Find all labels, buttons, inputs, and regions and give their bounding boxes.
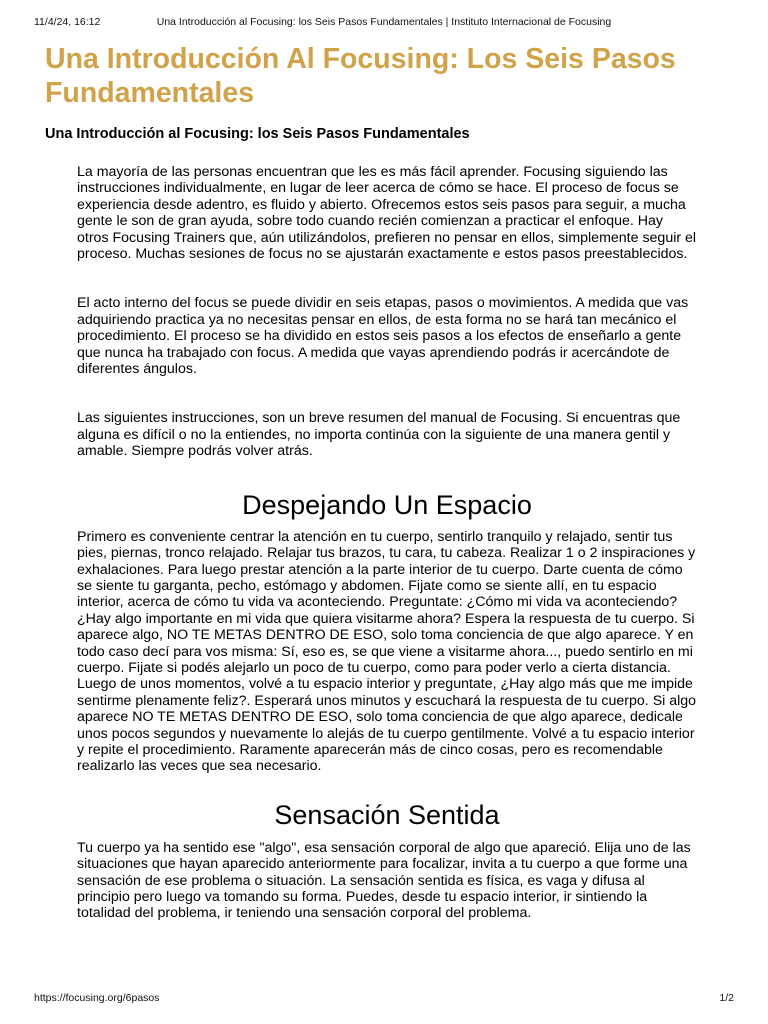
article-title: Una Introducción Al Focusing: Los Seis Pasos Fundamentales [45,43,676,109]
section-paragraph: Tu cuerpo ya ha sentido ese "algo", esa sensación corporal de algo que apareció. Elija uno de las situaciones que hayan aparecido anteriormente para focalizar, invita a tu cuerpo a que forme una sensación de ese problema o situación. La sensación sentida es física, es vaga y difusa al principio pero luego va tomando su forma. Puedes, desde tu espacio interior, ir sintiendo la totalidad del problema, ir teniendo una sensación corporal del problema. [77,839,691,922]
print-header [34,16,734,30]
print-footer [34,992,734,1006]
section-paragraph: Primero es conveniente centrar la atención en tu cuerpo, sentirlo tranquilo y relajado, sentir tus pies, piernas, tronco relajado. Relajar tus brazos, tu cara, tu cabeza. Realizar 1 o 2 inspiraciones y exhalaciones. Para luego prestar atención a la parte interior de tu cuerpo. Darte cuenta de cómo se siente tu garganta, pecho, estómago y abdomen. Fijate como se siente allí, en tu espacio interior, acerca de cómo tu vida va aconteciendo. Preguntate: ¿Cómo mi vida va aconteciendo? ¿Hay algo importante en mi vida que quiera visitarme ahora? Espera la respuesta de tu cuerpo. Si aparece algo, NO TE METAS DENTRO DE ESO, solo toma conciencia de que algo aparece. Y en todo caso decí para vos misma: Sí, eso es, se que viene a visitarme ahora..., puedo sentirlo en mi cuerpo. Fijate si podés alejarlo un poco de tu cuerpo, como para poder verlo a cierta distancia. Luego de unos momentos, volvé a tu espacio interior y preguntate, ¿Hay algo más que me impide sentirme plenamente feliz?. Esperará unos minutos y escuchará la respuesta de tu cuerpo. Si algo aparece NO TE METAS DENTRO DE ESO, solo toma conciencia de que algo aparece, dedicale unos pocos segundos y nuevamente lo alejás de tu cuerpo gentilmente. Volvé a tu espacio interior y repite el procedimiento. Raramente aparecerán más de cinco cosas, pero es recomendable realizarlo las veces que sea necesario. [77,528,697,775]
intro-paragraph: Las siguientes instrucciones, son un breve resumen del manual de Focusing. Si encuentras que alguna es difícil o no la entiendes, no importa continúa con la siguiente de una manera gentil y amable. Siempre podrás volver atrás. [77,410,681,460]
intro-paragraph: El acto interno del focus se puede dividir en seis etapas, pasos o movimientos. A medida que vas adquiriendo practica ya no necesitas pensar en ellos, de esta forma no se hará tan mecánico el procedimiento. El proceso se ha dividido en estos seis pasos a los efectos de enseñarlo a gente que nunca ha trabajado con focus. A medida que vayas aprendiendo podrás ir acercándote de diferentes ángulos. [77,295,689,378]
page-url-link[interactable]: https://focusing.org/6pasos [34,992,160,1004]
article-body [77,164,697,922]
article-subtitle: Una Introducción al Focusing: los Seis Pasos Fundamentales [45,126,470,142]
section-heading-despejando: Despejando Un Espacio [242,489,532,520]
print-datetime: 11/4/24, 16:12 [34,16,101,28]
print-page-title: Una Introducción al Focusing: los Seis Pasos Fundamentales | Instituto Internacional de Focusing [156,16,612,28]
intro-paragraph: La mayoría de las personas encuentran que les es más fácil aprender. Focusing siguiendo las instrucciones individualmente, en lugar de leer acerca de cómo se hace. El proceso de focus se experiencia desde adentro, es fluido y abierto. Ofrecemos estos seis pasos para seguir, a mucha gente le son de gran ayuda, sobre todo cuando recién comienzan a practicar el enfoque. Hay otros Focusing Trainers que, aún utilizándolos, prefieren no pensar en ellos, simplemente seguir el proceso. Muchas sesiones de focus no se ajustarán exactamente e estos pasos preestablecidos. [77,164,697,263]
page-number: 1/2 [719,992,734,1004]
section-heading-sensacion: Sensación Sentida [274,799,500,830]
